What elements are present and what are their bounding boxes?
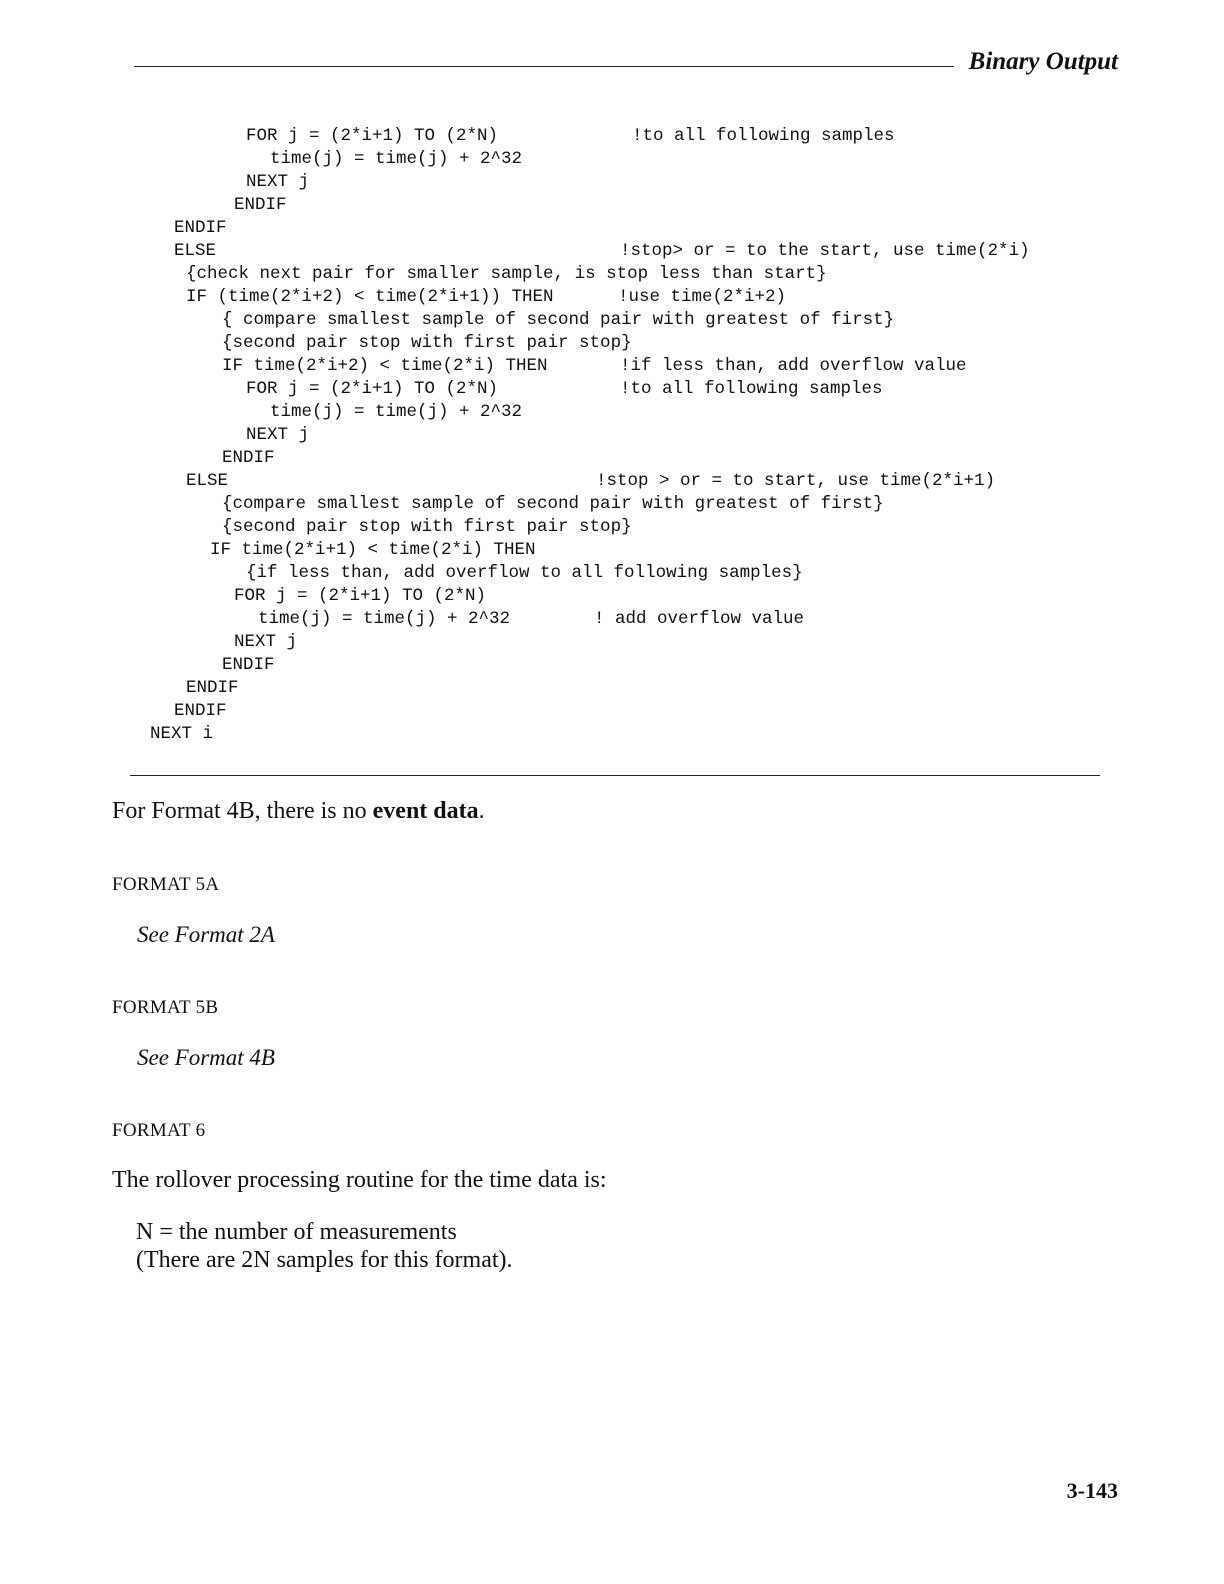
running-header-title: Binary Output xyxy=(968,48,1118,75)
code-comment: !use time(2*i+2) xyxy=(618,287,787,307)
code-comment: !to all following samples xyxy=(620,379,883,399)
code-line: IF (time(2*i+2) < time(2*i+1)) THEN xyxy=(186,287,554,307)
code-line: ENDIF xyxy=(222,448,275,468)
code-line: {compare smallest sample of second pair with greatest of first} xyxy=(222,494,884,514)
code-line: ENDIF xyxy=(174,701,227,721)
code-bottom-rule xyxy=(130,775,1100,776)
code-line: FOR j = (2*i+1) TO (2*N) xyxy=(234,586,487,606)
format5a-heading: FORMAT 5A xyxy=(112,874,220,895)
format4b-paragraph xyxy=(112,798,485,825)
code-line: ENDIF xyxy=(234,195,287,215)
code-line: NEXT j xyxy=(234,632,298,652)
code-line: time(j) = time(j) + 2^32 xyxy=(270,149,523,169)
page-number: 3-143 xyxy=(1066,1478,1118,1503)
code-line: time(j) = time(j) + 2^32 xyxy=(258,609,511,629)
format6-n-definition: N = the number of measurements xyxy=(136,1219,457,1245)
code-line: time(j) = time(j) + 2^32 xyxy=(270,402,523,422)
code-line: IF time(2*i+1) < time(2*i) THEN xyxy=(210,540,536,560)
code-comment: !to all following samples xyxy=(632,126,895,146)
format6-heading: FORMAT 6 xyxy=(112,1120,206,1141)
code-line: NEXT j xyxy=(246,425,310,445)
code-line: FOR j = (2*i+1) TO (2*N) xyxy=(246,126,499,146)
format4b-bold-term: event data xyxy=(372,798,479,824)
code-comment: ! add overflow value xyxy=(594,609,805,629)
code-line: ELSE xyxy=(186,471,229,491)
format6-intro: The rollover processing routine for the time data is: xyxy=(112,1167,607,1193)
code-line: NEXT i xyxy=(150,724,214,744)
code-line: {check next pair for smaller sample, is stop less than start} xyxy=(186,264,827,284)
code-line: ENDIF xyxy=(186,678,239,698)
format5b-see-reference: See Format 4B xyxy=(137,1045,275,1070)
code-line: IF time(2*i+2) < time(2*i) THEN xyxy=(222,356,548,376)
code-line: NEXT j xyxy=(246,172,310,192)
code-line: { compare smallest sample of second pair with greatest of first} xyxy=(222,310,895,330)
format4b-period: . xyxy=(478,798,485,824)
code-comment: !stop > or = to start, use time(2*i+1) xyxy=(596,471,996,491)
code-line: ENDIF xyxy=(222,655,275,675)
code-line: {if less than, add overflow to all following samples} xyxy=(246,563,803,583)
code-line: {second pair stop with first pair stop} xyxy=(222,517,632,537)
format6-samples-note: (There are 2N samples for this format). xyxy=(136,1247,513,1273)
format4b-text: For Format 4B, there is no xyxy=(112,798,373,824)
code-comment: !stop> or = to the start, use time(2*i) xyxy=(620,241,1030,261)
code-line: ENDIF xyxy=(174,218,227,238)
format5a-see-reference: See Format 2A xyxy=(137,922,275,947)
code-line: ELSE xyxy=(174,241,217,261)
code-listing xyxy=(0,0,1224,760)
format5b-heading: FORMAT 5B xyxy=(112,997,219,1018)
code-line: FOR j = (2*i+1) TO (2*N) xyxy=(246,379,499,399)
code-line: {second pair stop with first pair stop} xyxy=(222,333,632,353)
code-comment: !if less than, add overflow value xyxy=(620,356,967,376)
